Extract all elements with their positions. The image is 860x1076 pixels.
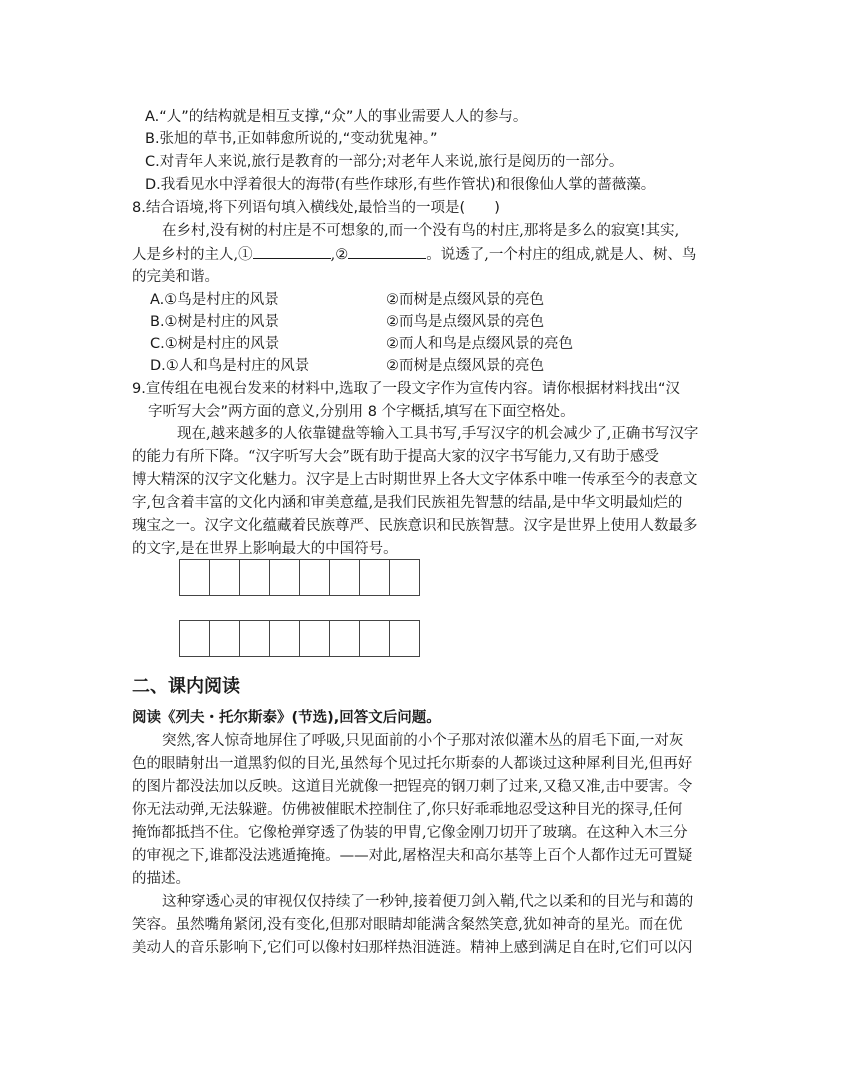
q8-passage-part-c: 。说透了,一个村庄的组成,就是人、树、鸟 (426, 247, 697, 263)
answer-cell[interactable] (300, 560, 330, 595)
reading-line-10: 美动人的音乐影响下,它们可以像村妇那样热泪涟涟。精神上感到满足自在时,它们可以闪 (132, 940, 693, 956)
q8-passage-line-2 (132, 244, 696, 265)
answer-cell[interactable] (240, 621, 270, 656)
q9-passage-line-6: 的文字,是在世界上影响最大的中国符号。 (132, 541, 398, 557)
answer-cell[interactable] (180, 560, 210, 595)
q8-passage-line-1: 在乡村,没有树的村庄是不可想象的,而一个没有鸟的村庄,那将是多么的寂寞!其实, (162, 223, 680, 239)
reading-line-3: 的图片都没法加以反映。这道目光就像一把锃亮的钢刀刺了过来,又稳又准,击中要害。令 (132, 779, 693, 795)
question-8-stem: 8.结合语境,将下列语句填入横线处,最恰当的一项是( ) (132, 200, 500, 216)
reading-line-9: 笑容。虽然嘴角紧闭,没有变化,但那对眼睛却能满含粲然笑意,犹如神奇的星光。而在优 (132, 917, 683, 933)
answer-cell[interactable] (240, 560, 270, 595)
answer-cell[interactable] (210, 621, 240, 656)
question-9-stem-line-1: 9.宣传组在电视台发来的材料中,选取了一段文字作为宣传内容。请你根据材料找出“汉 (132, 381, 680, 397)
question-9-stem-line-2: 字听写大会”两方面的意义,分别用 8 个字概括,填写在下面空格处。 (148, 404, 575, 420)
reading-line-2: 色的眼睛射出一道黑豹似的目光,虽然每个见过托尔斯泰的人都谈过这种犀利目光,但再好 (132, 756, 693, 772)
option-8a-left: A.①鸟是村庄的风景 (150, 292, 279, 308)
option-8c-right: ②而人和鸟是点缀风景的亮色 (386, 336, 573, 352)
reading-line-6: 的审视之下,谁都没法逃遁掩掩。——对此,屠格涅夫和高尔基等上百个人都作过无可置疑 (132, 848, 693, 864)
option-7a: A.“人”的结构就是相互支撑,“众”人的事业需要人人的参与。 (145, 109, 528, 125)
answer-grid-2 (179, 620, 420, 657)
answer-cell[interactable] (210, 560, 240, 595)
option-8a-right: ②而树是点缀风景的亮色 (386, 292, 544, 308)
reading-line-1: 突然,客人惊奇地屏住了呼吸,只见面前的小个子那对浓似灌木丛的眉毛下面,一对灰 (162, 733, 684, 749)
option-8b-left: B.①树是村庄的风景 (150, 314, 280, 330)
q8-passage-part-b: ,② (330, 247, 349, 263)
option-7b: B.张旭的草书,正如韩愈所说的,“变动犹鬼神。” (145, 131, 438, 147)
answer-cell[interactable] (300, 621, 330, 656)
answer-cell[interactable] (270, 560, 300, 595)
answer-cell[interactable] (360, 560, 390, 595)
reading-line-4: 你无法动弹,无法躲避。仿佛被催眠术控制住了,你只好乖乖地忍受这种目光的探寻,任何 (132, 802, 683, 818)
q9-passage-line-5: 瑰宝之一。汉字文化蕴藏着民族尊严、民族意识和民族智慧。汉字是世界上使用人数最多 (132, 518, 698, 534)
answer-cell[interactable] (330, 621, 360, 656)
option-8d (150, 356, 544, 376)
answer-cell[interactable] (330, 560, 360, 595)
q9-passage-line-3: 博大精深的汉字文化魅力。汉字是上古时期世界上各大文字体系中唯一传承至今的表意文 (132, 472, 698, 488)
q8-passage-line-3: 的完美和谐。 (132, 269, 219, 285)
answer-cell[interactable] (390, 560, 419, 595)
option-8d-right: ②而树是点缀风景的亮色 (386, 358, 544, 374)
reading-line-8: 这种穿透心灵的审视仅仅持续了一秒钟,接着便刀剑入鞘,代之以柔和的目光与和蔼的 (162, 894, 694, 910)
q9-passage-line-4: 字,包含着丰富的文化内涵和审美意蕴,是我们民族祖先智慧的结晶,是中华文明最灿烂的 (132, 495, 683, 511)
option-7c: C.对青年人来说,旅行是教育的一部分;对老年人来说,旅行是阅历的一部分。 (145, 154, 624, 170)
q9-passage-line-1: 现在,越来越多的人依靠键盘等输入工具书写,手写汉字的机会减少了,正确书写汉字 (177, 426, 699, 442)
option-8c (150, 334, 573, 354)
q9-passage-line-2: 的能力有所下降。“汉字听写大会”既有助于提高大家的汉字书写能力,又有助于感受 (132, 449, 659, 465)
option-8b (150, 312, 544, 332)
answer-grid-1 (179, 559, 420, 596)
answer-blank-2[interactable] (348, 244, 426, 259)
reading-line-7: 的描述。 (132, 871, 190, 887)
answer-cell[interactable] (270, 621, 300, 656)
answer-cell[interactable] (180, 621, 210, 656)
q8-passage-part-a: 人是乡村的主人,① (132, 247, 253, 263)
answer-cell[interactable] (390, 621, 419, 656)
section-title: 二、课内阅读 (132, 676, 240, 697)
reading-line-5: 掩饰都抵挡不住。它像枪弹穿透了伪装的甲胄,它像金刚刀切开了玻璃。在这种入木三分 (132, 825, 688, 841)
option-8a (150, 290, 544, 310)
answer-cell[interactable] (360, 621, 390, 656)
option-8b-right: ②而鸟是点缀风景的亮色 (386, 314, 544, 330)
option-7d: D.我看见水中浮着很大的海带(有些作球形,有些作管状)和很像仙人掌的蔷薇藻。 (145, 177, 656, 193)
option-8c-left: C.①树是村庄的风景 (150, 336, 280, 352)
answer-blank-1[interactable] (253, 244, 331, 259)
option-8d-left: D.①人和鸟是村庄的风景 (150, 358, 310, 374)
reading-instruction: 阅读《列夫・托尔斯泰》(节选),回答文后问题。 (132, 710, 441, 726)
